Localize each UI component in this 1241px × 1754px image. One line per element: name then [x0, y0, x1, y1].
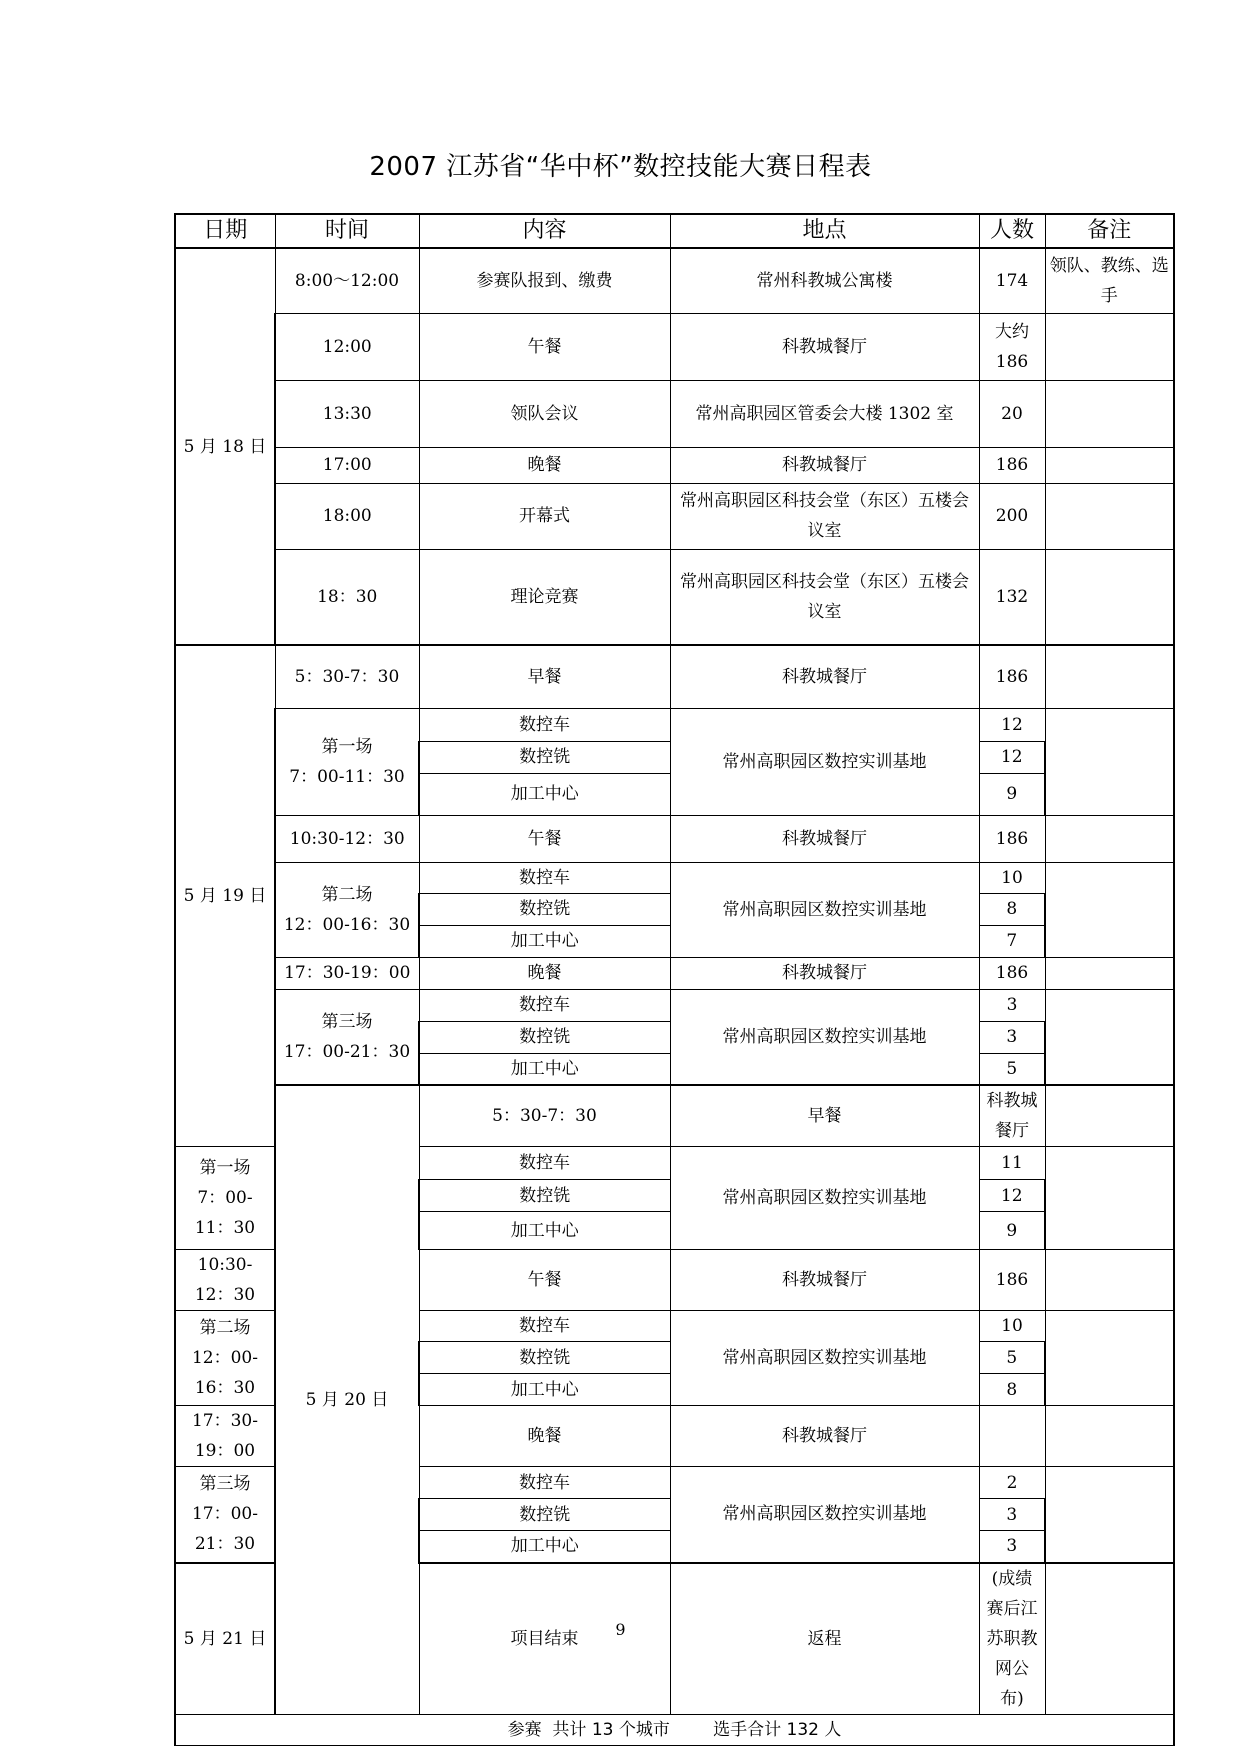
date-cell: 5 月 20 日	[275, 1085, 419, 1714]
note-cell	[1045, 313, 1174, 380]
note-cell	[1045, 957, 1174, 989]
session-name: 第三场	[321, 1011, 373, 1032]
content-cell: 数控车	[419, 708, 670, 741]
date-cell: 5 月 19 日	[175, 645, 275, 1147]
place-cell: 科教城餐厅	[670, 1406, 979, 1467]
content-cell: 午餐	[419, 1250, 670, 1311]
table-row	[175, 313, 1174, 380]
content-cell: 数控铣	[419, 893, 670, 925]
content-cell: 晚餐	[419, 447, 670, 483]
content-cell: 数控铣	[419, 1021, 670, 1053]
session-cell	[175, 1147, 275, 1250]
table-row	[175, 549, 1174, 645]
footer-row	[175, 1714, 1174, 1745]
header-time: 时间	[275, 214, 419, 248]
count-cell: 186	[979, 645, 1045, 708]
time-cell: 17：30-19：00	[275, 957, 419, 989]
note-cell	[1045, 1250, 1174, 1311]
count-cell: 186	[979, 815, 1045, 862]
note-cell	[1045, 645, 1174, 708]
note-cell	[1045, 1406, 1174, 1467]
table-row	[175, 708, 1174, 741]
count-cell: 7	[979, 925, 1045, 957]
count-cell: 3	[979, 1499, 1045, 1531]
count-cell: 大约 186	[979, 313, 1045, 380]
session-name: 第一场	[199, 1158, 251, 1178]
content-cell: 数控铣	[419, 741, 670, 773]
time-cell: 18：30	[275, 549, 419, 645]
count-cell: 12	[979, 708, 1045, 741]
summary-text: 参赛 共计 13 个城市 选手合计 132 人	[175, 1714, 1174, 1745]
count-cell: 12	[979, 741, 1045, 773]
content-cell: 午餐	[419, 815, 670, 862]
content-cell: 参赛队报到、缴费	[419, 248, 670, 313]
note-cell	[1045, 989, 1174, 1085]
date-cell: 5 月 21 日	[175, 1563, 275, 1715]
time-cell: 18:00	[275, 483, 419, 549]
session-name: 第一场	[321, 736, 373, 757]
count-cell: 8	[979, 893, 1045, 925]
count-cell: 20	[979, 380, 1045, 447]
session-cell	[175, 1311, 275, 1406]
table-row	[175, 248, 1174, 313]
content-cell: 晚餐	[419, 957, 670, 989]
session-name: 第二场	[321, 884, 373, 905]
count-cell: 12	[979, 1180, 1045, 1212]
count-cell: 3	[979, 1021, 1045, 1053]
count-cell: 132	[979, 549, 1045, 645]
place-cell: 常州高职园区数控实训基地	[670, 1467, 979, 1563]
session-time: 12：00-16：30	[191, 1348, 258, 1398]
count-cell: 9	[979, 773, 1045, 815]
count-cell: 10	[979, 1311, 1045, 1342]
header-row	[175, 214, 1174, 248]
page-number: 9	[615, 1620, 626, 1639]
count-cell: 186	[979, 447, 1045, 483]
header-count: 人数	[979, 214, 1045, 248]
table-row	[175, 989, 1174, 1021]
content-cell: 数控车	[419, 989, 670, 1021]
session-name: 第三场	[199, 1474, 251, 1495]
note-cell	[1045, 1147, 1174, 1250]
count-cell: 8	[979, 1374, 1045, 1406]
time-cell: 10:30-12：30	[275, 815, 419, 862]
note-cell	[1045, 380, 1174, 447]
session-time: 7：00-11：30	[289, 766, 405, 787]
content-cell: 加工中心	[419, 1531, 670, 1563]
content-cell: 数控铣	[419, 1499, 670, 1531]
place-cell: 科教城餐厅	[979, 1085, 1045, 1147]
session-cell	[275, 862, 419, 957]
note-cell	[1045, 815, 1174, 862]
session-name: 第二场	[199, 1318, 251, 1338]
session-time: 17：00-21：30	[283, 1041, 411, 1062]
table-row	[175, 447, 1174, 483]
content-cell: 数控铣	[419, 1342, 670, 1374]
time-cell: 项目结束	[419, 1563, 670, 1715]
schedule-table	[174, 213, 1175, 1746]
time-cell: 10:30-12：30	[175, 1250, 275, 1311]
place-cell: (成绩赛后江苏职教网公布)	[979, 1563, 1045, 1715]
session-time: 17：00-21：30	[191, 1504, 258, 1555]
count-cell: 11	[979, 1147, 1045, 1180]
place-cell: 常州高职园区科技会堂（东区）五楼会议室	[670, 483, 979, 549]
place-cell: 科教城餐厅	[670, 313, 979, 380]
content-cell: 早餐	[419, 645, 670, 708]
content-cell: 晚餐	[419, 1406, 670, 1467]
time-cell: 13:30	[275, 380, 419, 447]
table-row	[175, 862, 1174, 893]
note-cell	[1045, 549, 1174, 645]
time-cell: 5：30-7：30	[275, 645, 419, 708]
count-cell: 3	[979, 989, 1045, 1021]
place-cell: 科教城餐厅	[670, 815, 979, 862]
count-cell	[979, 1406, 1045, 1467]
place-cell: 科教城餐厅	[670, 447, 979, 483]
place-cell: 常州高职园区科技会堂（东区）五楼会议室	[670, 549, 979, 645]
count-cell: 10	[979, 862, 1045, 893]
count-cell: 186	[979, 957, 1045, 989]
time-cell: 8:00～12:00	[275, 248, 419, 313]
note-cell	[1045, 447, 1174, 483]
content-cell: 返程	[670, 1563, 979, 1715]
table-row	[175, 1085, 1174, 1147]
count-cell: 174	[979, 248, 1045, 313]
place-cell: 科教城餐厅	[670, 957, 979, 989]
table-row	[175, 957, 1174, 989]
time-cell: 12:00	[275, 313, 419, 380]
place-cell: 常州高职园区管委会大楼 1302 室	[670, 380, 979, 447]
note-cell	[1045, 1467, 1174, 1563]
content-cell: 加工中心	[419, 773, 670, 815]
content-cell: 加工中心	[419, 925, 670, 957]
content-cell: 早餐	[670, 1085, 979, 1147]
place-cell: 科教城餐厅	[670, 645, 979, 708]
count-cell: 2	[979, 1467, 1045, 1499]
time-cell: 17：30-19：00	[175, 1406, 275, 1467]
place-cell: 常州高职园区数控实训基地	[670, 1147, 979, 1250]
count-cell: 5	[979, 1053, 1045, 1085]
content-cell: 午餐	[419, 313, 670, 380]
place-cell: 常州高职园区数控实训基地	[670, 708, 979, 815]
session-cell	[175, 1467, 275, 1563]
content-cell: 加工中心	[419, 1053, 670, 1085]
note-cell	[1045, 483, 1174, 549]
content-cell: 加工中心	[419, 1374, 670, 1406]
content-cell: 领队会议	[419, 380, 670, 447]
header-note: 备注	[1045, 214, 1174, 248]
table-row	[175, 483, 1174, 549]
content-cell: 理论竞赛	[419, 549, 670, 645]
content-cell: 加工中心	[419, 1212, 670, 1250]
place-cell: 常州高职园区数控实训基地	[670, 1311, 979, 1406]
page-title: 2007 江苏省“华中杯”数控技能大赛日程表	[369, 152, 872, 182]
count-cell: 9	[979, 1212, 1045, 1250]
table-row	[175, 815, 1174, 862]
count-cell: 5	[979, 1342, 1045, 1374]
content-cell: 数控车	[419, 1147, 670, 1180]
note-cell	[1045, 862, 1174, 957]
header-content: 内容	[419, 214, 670, 248]
date-cell: 5 月 18 日	[175, 248, 275, 645]
time-cell: 5：30-7：30	[419, 1085, 670, 1147]
table-row	[175, 645, 1174, 708]
header-place: 地点	[670, 214, 979, 248]
note-cell: 领队、教练、选手	[1045, 248, 1174, 313]
table-row	[175, 380, 1174, 447]
header-date: 日期	[175, 214, 275, 248]
place-cell: 科教城餐厅	[670, 1250, 979, 1311]
place-cell: 常州高职园区数控实训基地	[670, 862, 979, 957]
count-cell: 200	[979, 483, 1045, 549]
session-time: 12：00-16：30	[283, 914, 411, 935]
note-cell	[1045, 708, 1174, 815]
session-cell	[275, 708, 419, 815]
content-cell: 数控铣	[419, 1180, 670, 1212]
count-cell	[1045, 1085, 1174, 1147]
content-cell: 数控车	[419, 862, 670, 893]
content-cell: 开幕式	[419, 483, 670, 549]
place-cell: 常州高职园区数控实训基地	[670, 989, 979, 1085]
count-cell: 3	[979, 1531, 1045, 1563]
time-cell: 17:00	[275, 447, 419, 483]
session-time: 7：00-11：30	[194, 1188, 256, 1238]
session-cell	[275, 989, 419, 1085]
content-cell: 数控车	[419, 1311, 670, 1342]
content-cell: 数控车	[419, 1467, 670, 1499]
place-cell: 常州科教城公寓楼	[670, 248, 979, 313]
count-cell: 186	[979, 1250, 1045, 1311]
note-cell	[1045, 1311, 1174, 1406]
